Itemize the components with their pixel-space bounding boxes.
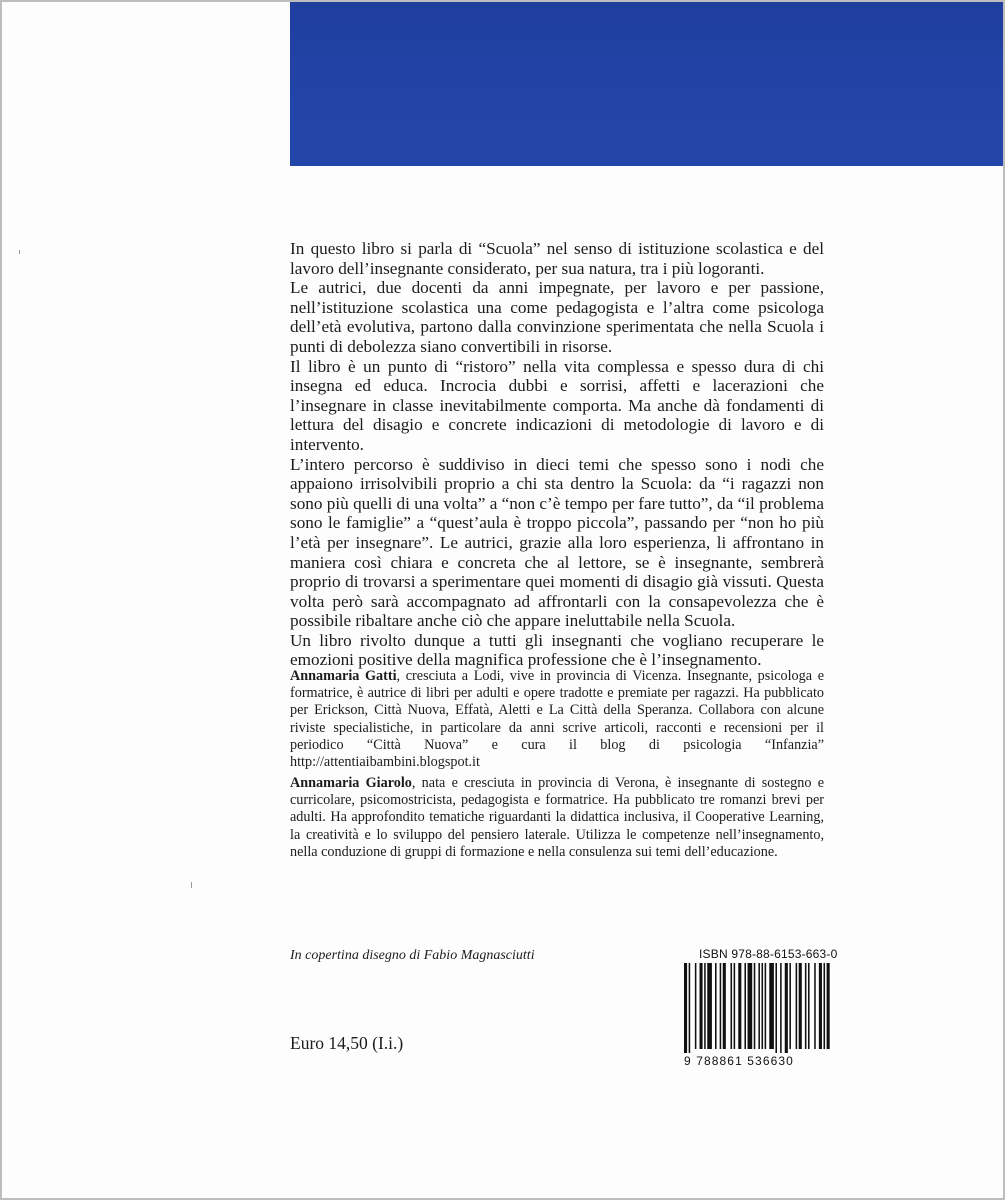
price-label: Euro 14,50 (I.i.) bbox=[290, 1033, 404, 1053]
cover-credit: In copertina disegno di Fabio Magnasciutti bbox=[290, 948, 535, 963]
barcode-bar bbox=[775, 963, 777, 1053]
barcode-bar bbox=[827, 963, 830, 1049]
blurb-paragraph: In questo libro si parla di “Scuola” nel senso di istituzione scolastica e del lavoro dell’insegnante considerato, per sua natura, tra i più logoranti. bbox=[290, 239, 824, 278]
print-speck bbox=[19, 250, 20, 254]
author-name: Annamaria Giarolo bbox=[290, 775, 412, 791]
barcode-bar bbox=[720, 963, 722, 1049]
barcode-bar bbox=[700, 963, 703, 1049]
barcode-bar bbox=[758, 963, 760, 1049]
author-name: Annamaria Gatti bbox=[290, 668, 397, 684]
author-bio bbox=[290, 668, 824, 771]
cover-color-band bbox=[290, 2, 1005, 166]
barcode-bar bbox=[824, 963, 826, 1049]
author-bio-text: , cresciuta a Lodi, vive in provincia di Vicenza. Insegnante, psicologa e formatrice, è autrice di libri per adulti e opere tradotte e premiate per ragazzi. Ha pubblicato per Erickson, Città Nuova, Effatà, Aletti e La Città della Speranza. Collabora con alcune riviste specialistiche, in particolare da anni scrive articoli, racconti e recensioni per il periodico “Città Nuova” e cura il blog di psicologia “Infanzia” http://attentiaibambini.blogspot.it bbox=[290, 668, 824, 771]
barcode-bar bbox=[814, 963, 816, 1049]
barcode-digits: 9 788861 536630 bbox=[684, 1054, 794, 1068]
barcode-bar bbox=[789, 963, 791, 1049]
barcode-bar bbox=[769, 963, 774, 1049]
author-bio bbox=[290, 775, 824, 861]
barcode-bar bbox=[762, 963, 764, 1049]
barcode-bar bbox=[684, 963, 687, 1053]
barcode-bar bbox=[715, 963, 717, 1049]
barcode-bar bbox=[780, 963, 782, 1053]
blurb-paragraph: Le autrici, due docenti da anni impegnate, per lavoro e per passione, nell’istituzione scolastica una come pedagogista e l’altra come psicologa dell’età evolutiva, partono dalla convinzione sperimentata che nella Scuola i punti di debolezza siano convertibili in risorse. bbox=[290, 278, 824, 356]
barcode-bar bbox=[785, 963, 788, 1053]
print-speck bbox=[191, 882, 192, 888]
blurb-paragraph: Il libro è un punto di “ristoro” nella vita complessa e spesso dura di chi insegna ed educa. Incrocia dubbi e sorrisi, affetti e lacerazioni che l’insegnare in classe inevitabilmente comporta. Ma anche dà fondamenti di lettura del disagio e concrete indicazioni di metodologie di lavoro e di intervento. bbox=[290, 356, 824, 454]
barcode-bar bbox=[738, 963, 741, 1049]
barcode bbox=[681, 963, 831, 1053]
blurb-paragraph: Un libro rivolto dunque a tutti gli insegnanti che vogliano recuperare le emozioni positive della magnifica professione che è l’insegnamento. bbox=[290, 630, 824, 670]
barcode-bar bbox=[748, 963, 753, 1049]
barcode-bar bbox=[731, 963, 733, 1049]
blurb-paragraph: L’intero percorso è suddiviso in dieci temi che spesso sono i nodi che appaiono irrisolvibili proprio a chi sta dentro la Scuola: da “i ragazzi non sono più quelli di una volta” a “non c’è tempo per fare tutto”, da “il problema sono le famiglie” a “quest’aula è troppo piccola”, passando per “non ho più l’età per insegnare”. Le autrici, grazie alla loro esperienza, li affrontano in maniera così chiara e concreta che al lettore, se è insegnante, sembrerà proprio di trovarsi a sperimentare quei momenti di disagio già vissuti. Questa volta però sarà accompagnato ad affrontarli con la consapevolezza che è possibile ribaltare anche ciò che appare ineluttabile nella Scuola. bbox=[290, 454, 824, 631]
barcode-bar bbox=[808, 963, 810, 1049]
isbn-label: ISBN 978-88-6153-663-0 bbox=[699, 947, 838, 961]
barcode-bar bbox=[695, 963, 697, 1049]
barcode-bar bbox=[754, 963, 756, 1049]
barcode-bar bbox=[734, 963, 736, 1049]
barcode-bar bbox=[723, 963, 726, 1049]
barcode-bar bbox=[796, 963, 798, 1049]
book-blurb bbox=[290, 239, 824, 670]
barcode-bar bbox=[707, 963, 712, 1049]
author-bio-text: , nata e cresciuta in provincia di Verona, è insegnante di sostegno e curricolare, psicomostricista, pedagogista e formatrice. Ha pubblicato tre romanzi brevi per adulti. Ha approfondito tematiche riguardanti la didattica inclusiva, il Cooperative Learning, la creatività e lo sviluppo del pensiero laterale. Utilizza le competenze nell’insegnamento, nella conduzione di gruppi di formazione e nella consulenza sui temi dell’educazione. bbox=[290, 775, 824, 860]
barcode-bar bbox=[689, 963, 691, 1053]
barcode-bar bbox=[744, 963, 746, 1049]
barcode-bar bbox=[819, 963, 822, 1049]
barcode-bar bbox=[765, 963, 767, 1049]
barcode-bar bbox=[704, 963, 706, 1049]
barcode-bar bbox=[805, 963, 807, 1049]
barcode-bar bbox=[799, 963, 802, 1049]
